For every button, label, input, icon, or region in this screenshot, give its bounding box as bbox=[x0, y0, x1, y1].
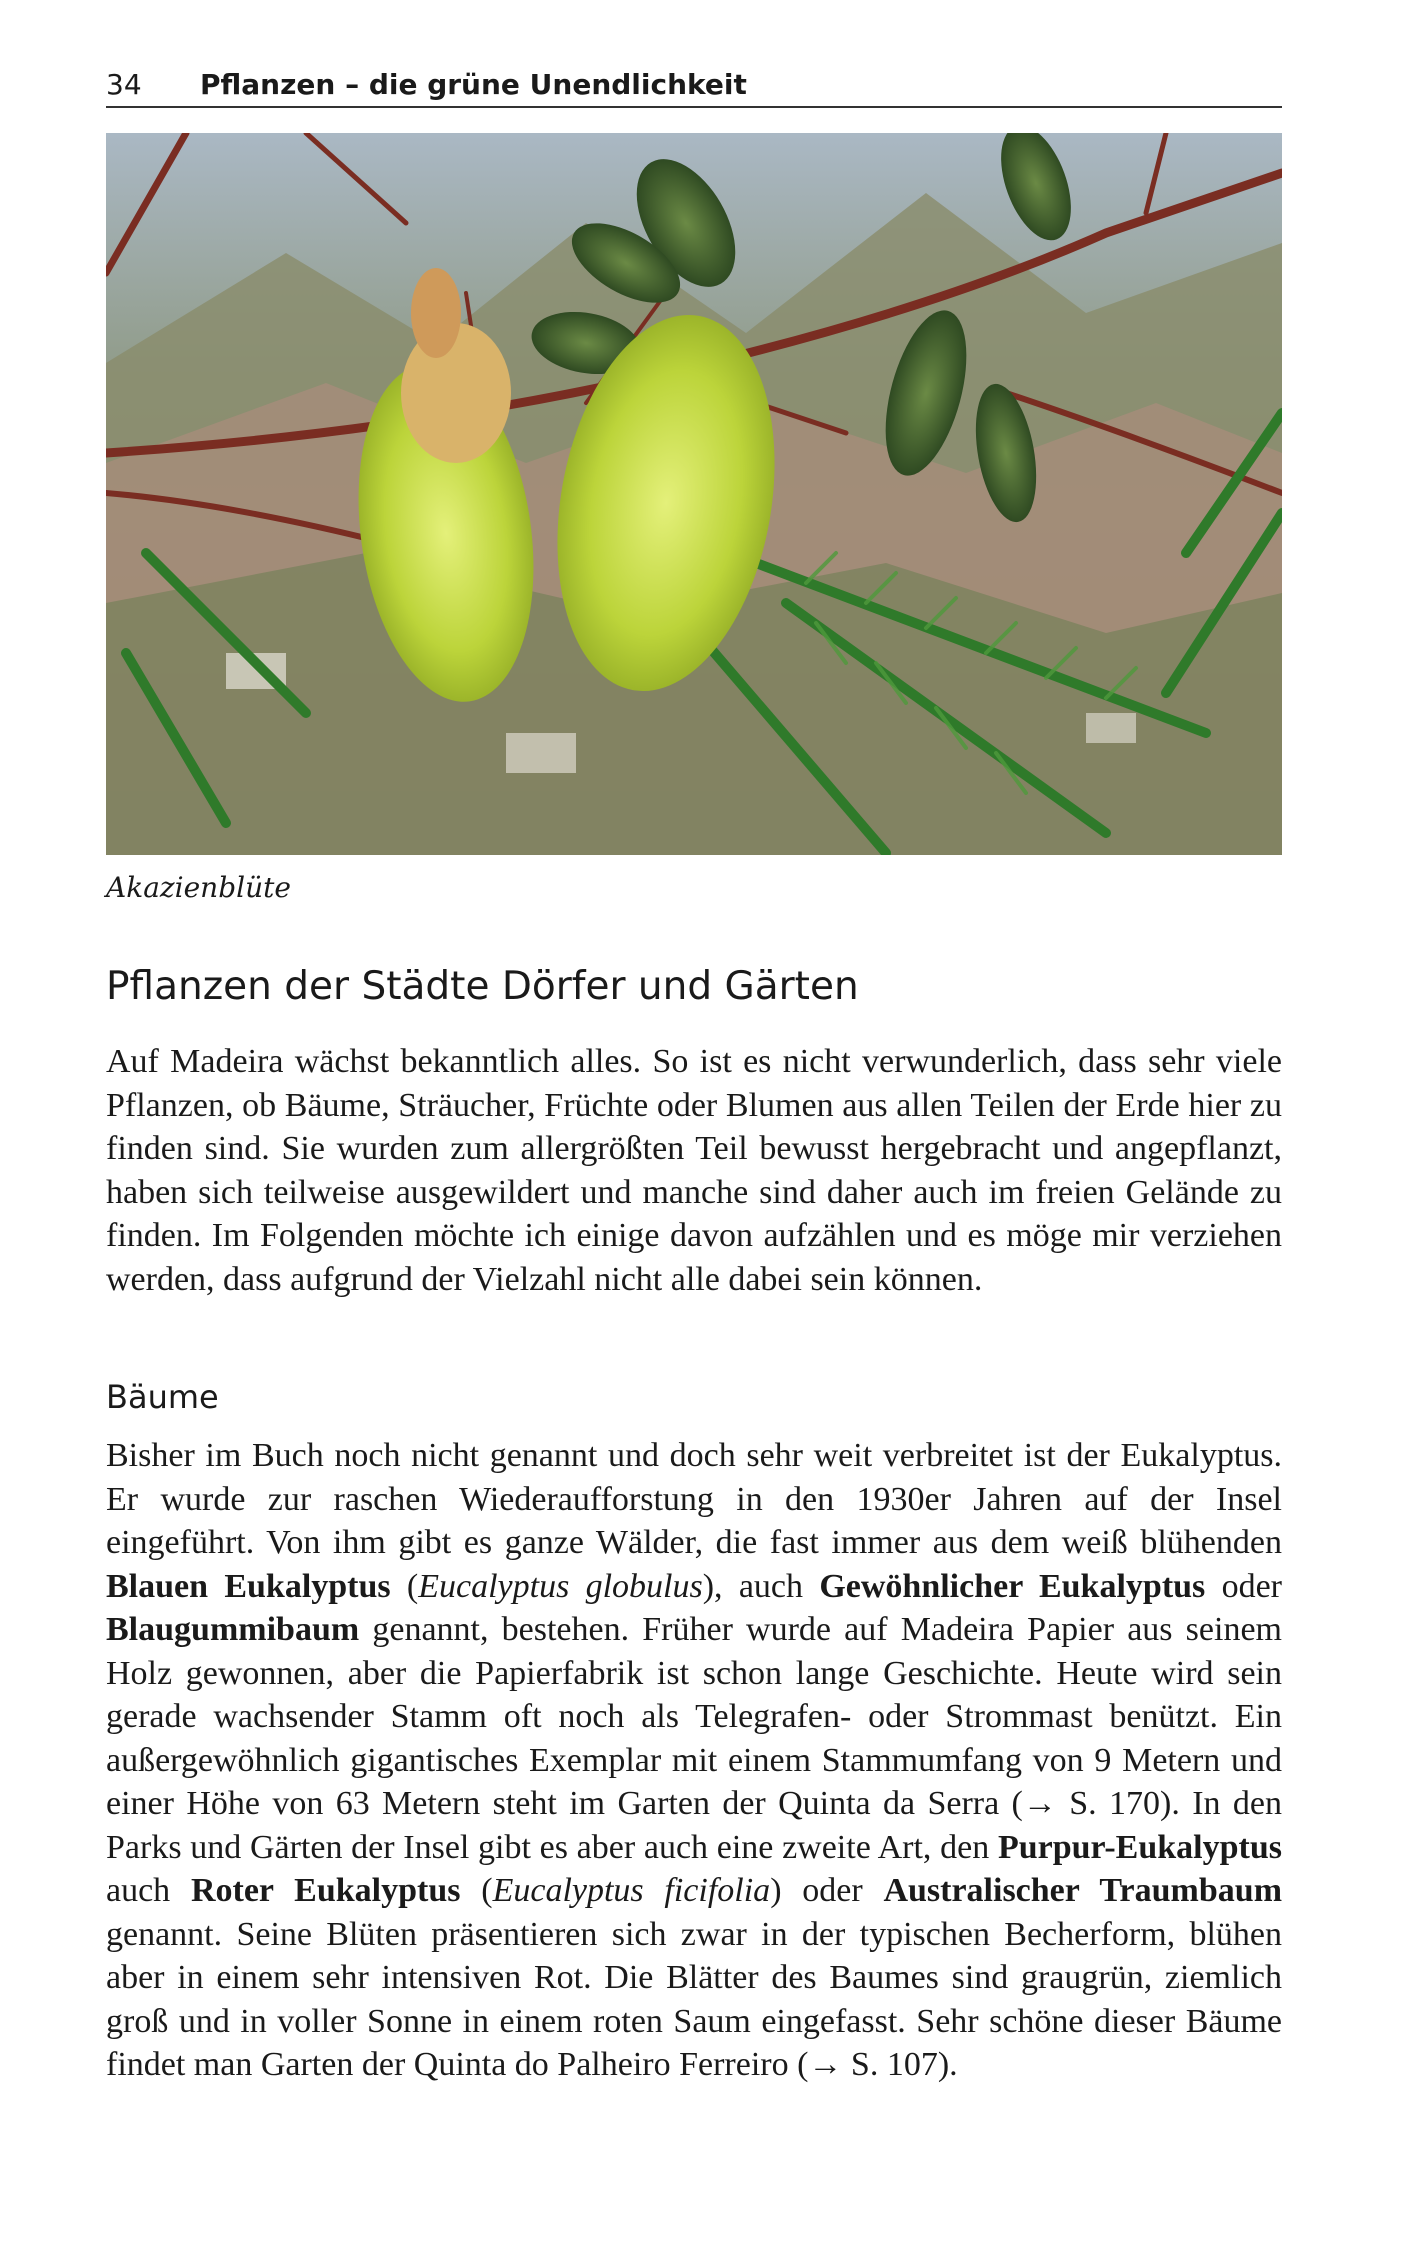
figure-caption: Akazienblüte bbox=[106, 871, 291, 904]
bold-term: Australischer Traumbaum bbox=[883, 1872, 1283, 1909]
latin-name: Eucalyptus ficifolia bbox=[492, 1872, 771, 1909]
bold-term: Blaugummibaum bbox=[106, 1611, 360, 1648]
text-run: genannt. Seine Blüten präsentieren sich zwar in der typischen Becherform, blühen aber in einem sehr intensiven Rot. Die Blätter des Baumes sind graugrün, ziemlich groß und in voller Sonne in einem roten Saum eingefasst. Sehr schöne dieser Bäume findet man Garten der Quinta do Palheiro Ferreiro (→ S. 107). bbox=[106, 1915, 1282, 2083]
bold-term: Purpur-Eukalyptus bbox=[997, 1828, 1282, 1866]
running-header bbox=[106, 64, 1282, 108]
acacia-blossom-photo bbox=[106, 133, 1282, 855]
page-number: 34 bbox=[106, 68, 142, 101]
bold-term: Roter Eukalyptus bbox=[190, 1872, 461, 1909]
text-run: genannt, bestehen. Früher wurde auf Madeira Papier aus seinem Holz gewonnen, aber die Papierfabrik ist schon lange Geschichte. Heute wird sein gerade wachsender Stamm oft noch als Telegrafen- oder Strommast benützt. Ein außergewöhnlich gigantisches Exemplar mit einem Stammumfang von 9 Metern und einer Höhe von 63 Metern steht im Garten der Quinta da Serra (→ S. 170). In den Parks und Gärten der Insel gibt es aber auch eine zweite Art, den bbox=[106, 1611, 1282, 1866]
text-run: ), auch bbox=[702, 1567, 820, 1605]
text-run: oder bbox=[1205, 1567, 1282, 1605]
text-run: ( bbox=[390, 1567, 419, 1605]
latin-name: Eucalyptus globulus bbox=[418, 1567, 703, 1605]
text-run: Bisher im Buch noch nicht genannt und doch sehr weit verbreitet ist der Eukalyptus. Er wurde zur raschen Wiederaufforstung in den 1930er Jahren auf der Insel eingeführt. Von ihm gibt es ganze Wälder, die fast immer aus dem weiß blühenden bbox=[106, 1437, 1282, 1561]
section-heading: Pflanzen der Städte Dörfer und Gärten bbox=[106, 964, 859, 1009]
bold-term: Gewöhnlicher Eukalyptus bbox=[819, 1567, 1206, 1605]
intro-paragraph: Auf Madeira wächst bekanntlich alles. So ist es nicht verwunderlich, dass sehr viele Pflanzen, ob Bäume, Sträucher, Früchte oder Blumen aus allen Teilen der Erde hier zu finden sind. Sie wurden zum allergrößten Teil bewusst hergebracht und angepflanzt, haben sich teilweise ausgewildert und manche sind daher auch im freien Gelände zu finden. Im Folgenden möchte ich einige davon aufzählen und es möge mir verziehen werden, dass aufgrund der Vielzahl nicht alle dabei sein können. bbox=[106, 1043, 1282, 1298]
bold-term: Blauen Eukalyptus bbox=[106, 1567, 391, 1605]
text-run: ) oder bbox=[770, 1872, 884, 1909]
text-run: auch bbox=[106, 1872, 191, 1909]
running-title: Pflanzen – die grüne Unendlichkeit bbox=[200, 68, 747, 101]
subsection-heading: Bäume bbox=[106, 1378, 219, 1416]
text-run: ( bbox=[460, 1872, 493, 1909]
book-page bbox=[106, 0, 1282, 2244]
trees-paragraph bbox=[106, 1434, 1282, 2087]
